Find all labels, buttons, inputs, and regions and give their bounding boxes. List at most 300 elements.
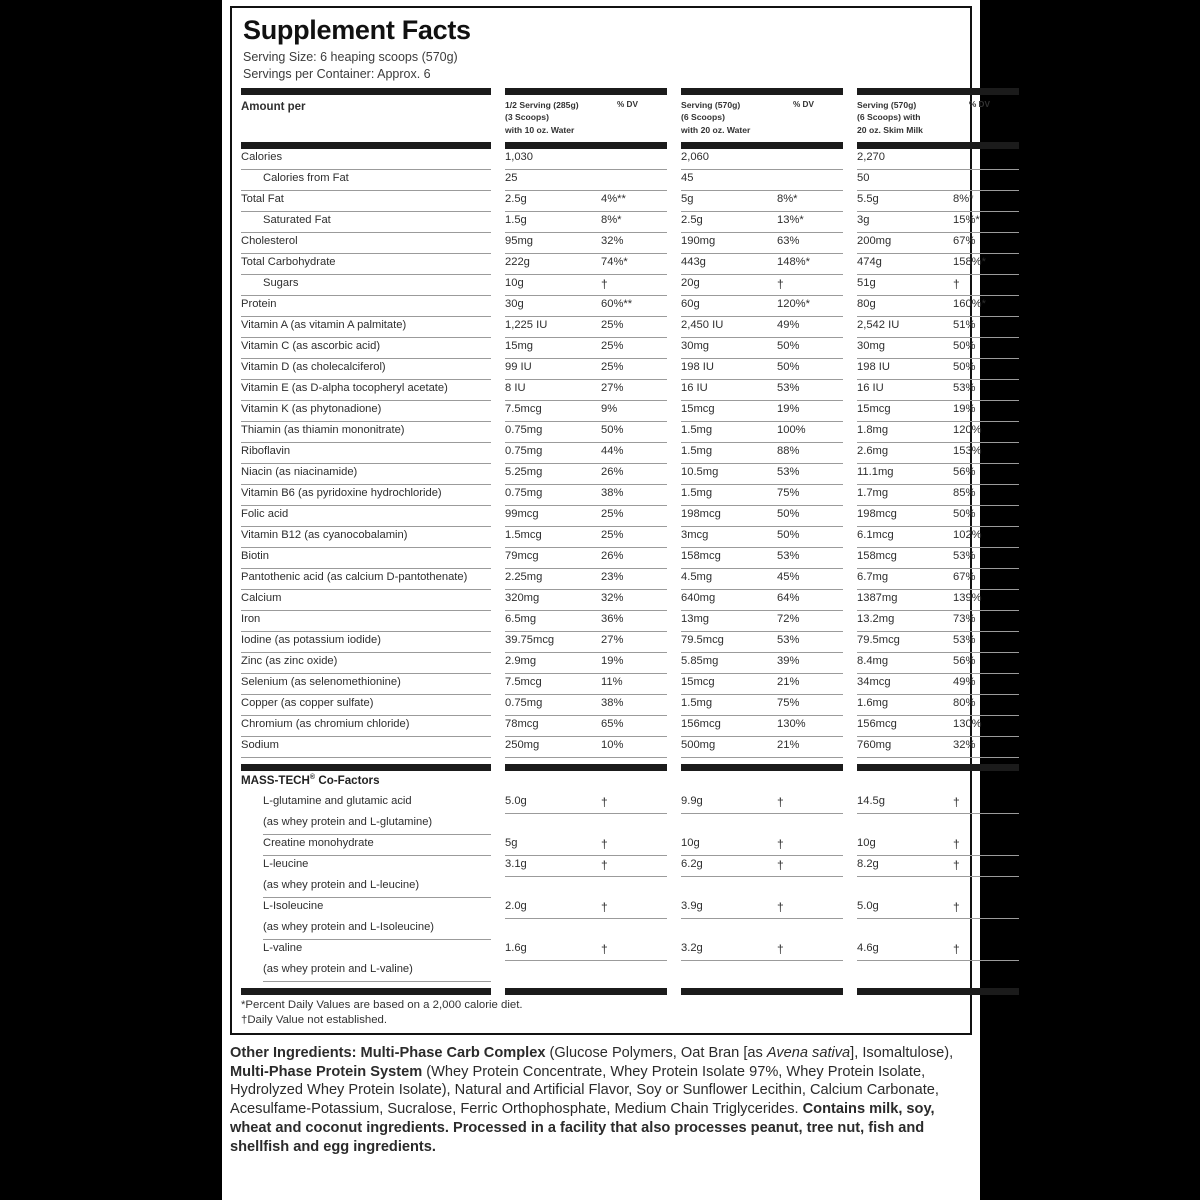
- cofactor-cell: [505, 898, 667, 919]
- nutrient-daily-value: 63%: [777, 234, 800, 247]
- nutrient-cell: [505, 254, 667, 275]
- cofactor-daily-value: †: [601, 899, 608, 914]
- footnote-rule-top: [241, 988, 961, 995]
- table-row: [241, 401, 976, 422]
- nutrient-amount: 474g: [857, 255, 882, 268]
- nutrient-daily-value: 56%: [953, 654, 976, 667]
- nutrient-amount: 20g: [681, 276, 700, 289]
- table-row: [241, 317, 976, 338]
- col2-line2: (6 Scoops): [681, 112, 725, 123]
- nutrient-amount: 5.25mg: [505, 465, 543, 478]
- nutrient-daily-value: 10%: [601, 738, 624, 751]
- table-row: [241, 856, 961, 877]
- cofactor-amount: 3.9g: [681, 899, 703, 912]
- nutrient-daily-value: 53%: [953, 633, 976, 646]
- nutrient-daily-value: 80%: [953, 696, 976, 709]
- cofactor-cell: [681, 856, 843, 877]
- nutrient-daily-value: 25%: [601, 528, 624, 541]
- cofactor-amount: 2.0g: [505, 899, 527, 912]
- nutrient-name: Calories: [241, 149, 491, 170]
- cofactor-daily-value: †: [601, 857, 608, 872]
- cofactor-daily-value: †: [777, 836, 784, 851]
- nutrient-daily-value: 148%*: [777, 255, 810, 268]
- nutrient-cell: [857, 191, 1019, 212]
- nutrient-daily-value: 100%: [777, 423, 806, 436]
- table-row: [241, 898, 961, 919]
- nutrient-amount: 1387mg: [857, 591, 898, 604]
- nutrient-daily-value: 160%*: [953, 297, 986, 310]
- cofactor-amount: 3.2g: [681, 941, 703, 954]
- nutrient-amount: 500mg: [681, 738, 716, 751]
- nutrient-daily-value: 44%: [601, 444, 624, 457]
- nutrient-daily-value: 45%: [777, 570, 800, 583]
- table-row-subtext: [241, 919, 961, 940]
- nutrient-cell: [857, 716, 1019, 737]
- nutrient-amount: 51g: [857, 276, 876, 289]
- nutrient-amount: 1.5mg: [681, 486, 713, 499]
- cofactor-cell: [857, 898, 1019, 919]
- footnotes: [241, 998, 961, 1029]
- cofactor-daily-value: †: [953, 941, 960, 956]
- cofactor-amount: 10g: [857, 836, 876, 849]
- nutrient-cell: [681, 275, 843, 296]
- rule-segment-col3: [857, 988, 1019, 995]
- nutrient-name: Folic acid: [241, 506, 491, 527]
- cofactors-title: [241, 771, 491, 793]
- nutrient-name: Vitamin C (as ascorbic acid): [241, 338, 491, 359]
- rule-gap: [667, 142, 681, 149]
- nutrient-amount: 79mcg: [505, 549, 539, 562]
- cofactor-daily-value: †: [777, 857, 784, 872]
- cofactor-daily-value: †: [953, 836, 960, 851]
- nutrient-cell: [857, 212, 1019, 233]
- nutrient-cell: [505, 527, 667, 548]
- nutrient-amount: 6.7mg: [857, 570, 889, 583]
- nutrient-daily-value: 32%: [953, 738, 976, 751]
- nutrient-amount: 222g: [505, 255, 530, 268]
- column-header-1-serving: [505, 99, 617, 136]
- serving-size-text: Serving Size: 6 heaping scoops (570g): [243, 50, 458, 65]
- table-row: [241, 632, 976, 653]
- nutrient-cell: [857, 611, 1019, 632]
- nutrient-daily-value: 25%: [601, 360, 624, 373]
- nutrient-daily-value: 21%: [777, 675, 800, 688]
- empty-cell: [681, 877, 843, 898]
- rule-segment-col3: [857, 142, 1019, 149]
- footnote-dagger: †Daily Value not established.: [241, 1014, 388, 1027]
- nutrient-cell: [681, 632, 843, 653]
- nutrient-amount: 3mcg: [681, 528, 709, 541]
- cofactor-source-note: (as whey protein and L-glutamine): [241, 814, 491, 835]
- ingredient-segment: Multi-Phase Protein System: [230, 1063, 427, 1080]
- nutrient-daily-value: 158%*: [953, 255, 986, 268]
- cofactor-amount: 3.1g: [505, 857, 527, 870]
- nutrient-amount: 6.5mg: [505, 612, 537, 625]
- nutrient-amount: 158mcg: [857, 549, 897, 562]
- rule-segment-col3: [857, 88, 1019, 95]
- table-row: [241, 940, 961, 961]
- nutrient-amount: 10g: [505, 276, 524, 289]
- ingredient-segment: (Glucose Polymers, Oat Bran [as: [549, 1044, 767, 1061]
- nutrient-amount: 1.5mcg: [505, 528, 542, 541]
- rule-gap: [843, 764, 857, 771]
- table-row: [241, 653, 976, 674]
- rule-gap: [491, 988, 505, 995]
- nutrient-daily-value: [601, 172, 667, 189]
- nutrient-amount: 2.6mg: [857, 444, 889, 457]
- rule-segment-col1: [505, 88, 667, 95]
- nutrient-name: Vitamin A (as vitamin A palmitate): [241, 317, 491, 338]
- nutrient-name: Vitamin B6 (as pyridoxine hydrochloride): [241, 485, 491, 506]
- nutrient-cell: [505, 548, 667, 569]
- cofactor-cell: [857, 793, 1019, 814]
- nutrient-cell: [505, 233, 667, 254]
- nutrient-cell: [857, 359, 1019, 380]
- column-header-3-serving: [857, 99, 969, 136]
- nutrient-daily-value: 53%: [777, 465, 800, 478]
- nutrient-daily-value: †: [601, 276, 608, 291]
- column-header-2-serving: [681, 99, 793, 136]
- nutrient-cell: [681, 212, 843, 233]
- nutrient-amount: 15mcg: [681, 402, 715, 415]
- nutrient-cell: [505, 443, 667, 464]
- nutrient-cell: [505, 485, 667, 506]
- nutrient-cell: [857, 485, 1019, 506]
- nutrient-cell: [681, 401, 843, 422]
- cofactor-amount: 5.0g: [505, 794, 527, 807]
- nutrient-daily-value: 50%: [777, 360, 800, 373]
- rule-gap: [667, 88, 681, 95]
- nutrient-amount: 13.2mg: [857, 612, 895, 625]
- nutrient-amount: 2,542 IU: [857, 318, 900, 331]
- nutrient-name: Vitamin D (as cholecalciferol): [241, 359, 491, 380]
- nutrient-amount: 1.8mg: [857, 423, 889, 436]
- rule-segment-col1: [505, 142, 667, 149]
- nutrient-daily-value: 21%: [777, 738, 800, 751]
- nutrient-cell: [681, 737, 843, 758]
- nutrient-daily-value: 53%: [953, 549, 976, 562]
- table-row: [241, 380, 976, 401]
- column-header-3-dv: % DV: [969, 100, 990, 110]
- nutrient-amount: 4.5mg: [681, 570, 713, 583]
- nutrient-daily-value: 26%: [601, 549, 624, 562]
- nutrient-name: Chromium (as chromium chloride): [241, 716, 491, 737]
- nutrient-amount: 200mg: [857, 234, 892, 247]
- table-row: [241, 443, 982, 464]
- nutrient-daily-value: 50%: [601, 423, 624, 436]
- nutrient-cell: [505, 674, 667, 695]
- nutrient-cell: [505, 422, 667, 443]
- nutrient-daily-value: 26%: [601, 465, 624, 478]
- nutrient-daily-value: 8%*: [777, 192, 798, 205]
- nutrient-name: Calcium: [241, 590, 491, 611]
- nutrient-cell: [505, 380, 667, 401]
- nutrient-amount: 1,225 IU: [505, 318, 548, 331]
- nutrient-daily-value: 25%: [601, 339, 624, 352]
- nutrient-daily-value: 25%: [601, 507, 624, 520]
- table-row: [241, 338, 976, 359]
- other-ingredients-paragraph: [230, 1044, 972, 1158]
- nutrient-daily-value: 51%: [953, 318, 976, 331]
- nutrient-name: Pantothenic acid (as calcium D-pantothenate): [241, 569, 491, 590]
- rule-segment-label: [241, 764, 491, 771]
- rule-segment-label: [241, 142, 491, 149]
- nutrient-cell: [681, 296, 843, 317]
- col3-line3: 20 oz. Skim Milk: [857, 124, 923, 135]
- footnote-percent-dv: *Percent Daily Values are based on a 2,000 calorie diet.: [241, 998, 523, 1011]
- col1-line2: (3 Scoops): [505, 112, 549, 123]
- cofactor-source-note: (as whey protein and L-Isoleucine): [241, 919, 491, 940]
- nutrient-daily-value: 65%: [601, 717, 624, 730]
- nutrient-cell: [857, 548, 1019, 569]
- cofactor-amount: 10g: [681, 836, 700, 849]
- table-row: [241, 674, 976, 695]
- table-row: [241, 835, 961, 856]
- cofactor-daily-value: †: [953, 794, 960, 809]
- nutrient-daily-value: 88%: [777, 444, 800, 457]
- nutrient-cell: [857, 695, 1019, 716]
- cofactor-amount: 8.2g: [857, 857, 879, 870]
- nutrient-amount: 2.5g: [505, 192, 527, 205]
- nutrient-amount: 0.75mg: [505, 486, 543, 499]
- table-row-subtext: [241, 961, 961, 982]
- nutrient-amount: 760mg: [857, 738, 892, 751]
- table-row: [241, 149, 961, 170]
- nutrient-name: Selenium (as selenomethionine): [241, 674, 491, 695]
- nutrient-daily-value: 153%: [953, 444, 982, 457]
- nutrient-amount: 34mcg: [857, 675, 891, 688]
- nutrient-cell: [857, 422, 1019, 443]
- nutrient-daily-value: 60%**: [601, 297, 633, 310]
- nutrient-cell: [681, 653, 843, 674]
- nutrient-cell: [681, 506, 843, 527]
- nutrient-amount: 2.9mg: [505, 654, 537, 667]
- cofactor-daily-value: †: [777, 941, 784, 956]
- nutrient-name: Vitamin K (as phytonadione): [241, 401, 491, 422]
- registered-trademark-icon: ®: [309, 773, 316, 781]
- nutrient-amount: 190mg: [681, 234, 716, 247]
- nutrient-amount: 99mcg: [505, 507, 539, 520]
- nutrient-daily-value: [601, 151, 667, 168]
- column-header-1-dv: % DV: [617, 100, 638, 110]
- supplement-facts-box: [230, 6, 990, 1035]
- nutrient-amount: 5.85mg: [681, 654, 719, 667]
- rule-segment-col1: [505, 988, 667, 995]
- ingredient-segment: Avena sativa: [766, 1044, 851, 1061]
- column-header-1: [505, 99, 667, 136]
- nutrient-cell: [857, 380, 1019, 401]
- nutrient-cell: [681, 716, 843, 737]
- nutrient-name: Sugars: [241, 275, 491, 296]
- nutrient-daily-value: [777, 151, 843, 168]
- table-row: [241, 527, 982, 548]
- nutrient-amount: 2.25mg: [505, 570, 543, 583]
- cofactors-title-post: Co-Factors: [315, 773, 380, 787]
- nutrient-amount: 640mg: [681, 591, 716, 604]
- cofactor-amount: 5g: [505, 836, 518, 849]
- cofactor-name: Creatine monohydrate: [241, 835, 491, 856]
- nutrient-cell: [681, 170, 843, 191]
- nutrient-table: [241, 149, 986, 758]
- nutrient-cell: [681, 338, 843, 359]
- nutrient-daily-value: 130%: [953, 717, 982, 730]
- nutrient-cell: [505, 569, 667, 590]
- nutrient-daily-value: 15%*: [953, 213, 980, 226]
- table-row: [241, 212, 980, 233]
- cofactor-name: L-Isoleucine: [263, 899, 324, 912]
- nutrient-daily-value: 139%: [953, 591, 982, 604]
- rule-segment-col1: [505, 764, 667, 771]
- nutrient-cell: [505, 149, 667, 170]
- cofactor-cell: [857, 856, 1019, 877]
- nutrient-cell: [505, 653, 667, 674]
- nutrient-name: Niacin (as niacinamide): [241, 464, 491, 485]
- nutrient-cell: [505, 632, 667, 653]
- nutrient-daily-value: 19%: [601, 654, 624, 667]
- nutrient-amount: 7.5mcg: [505, 402, 542, 415]
- nutrient-name: Vitamin B12 (as cyanocobalamin): [241, 527, 491, 548]
- nutrient-daily-value: [777, 172, 843, 189]
- nutrient-daily-value: 8%*: [953, 192, 974, 205]
- nutrient-amount: 0.75mg: [505, 423, 543, 436]
- nutrient-name: Vitamin E (as D-alpha tocopheryl acetate): [241, 380, 491, 401]
- rule-segment-label: [241, 88, 491, 95]
- nutrient-daily-value: [953, 172, 1019, 189]
- empty-cell: [681, 961, 843, 982]
- nutrient-amount: 5.5g: [857, 192, 879, 205]
- table-row-subtext: [241, 814, 961, 835]
- nutrient-daily-value: 75%: [777, 486, 800, 499]
- nutrient-daily-value: 27%: [601, 633, 624, 646]
- cofactor-daily-value: †: [601, 836, 608, 851]
- nutrient-cell: [857, 464, 1019, 485]
- nutrient-cell: [505, 737, 667, 758]
- empty-cell: [505, 877, 667, 898]
- table-row: [241, 611, 976, 632]
- nutrient-amount: 30mg: [681, 339, 709, 352]
- cofactor-cell: [857, 940, 1019, 961]
- cofactor-cell: [505, 856, 667, 877]
- cofactor-amount: 6.2g: [681, 857, 703, 870]
- cofactor-cell: [681, 793, 843, 814]
- page-title: Supplement Facts: [243, 15, 471, 45]
- nutrient-cell: [681, 485, 843, 506]
- cofactors-table: [241, 793, 961, 982]
- nutrient-cell: [681, 569, 843, 590]
- nutrient-cell: [681, 149, 843, 170]
- rule-segment-col2: [681, 988, 843, 995]
- nutrient-cell: [681, 590, 843, 611]
- nutrient-daily-value: 50%: [953, 360, 976, 373]
- nutrient-amount: 1.5mg: [681, 444, 713, 457]
- table-row: [241, 793, 961, 814]
- cofactor-amount: 9.9g: [681, 794, 703, 807]
- nutrient-cell: [857, 275, 1019, 296]
- nutrient-cell: [857, 527, 1019, 548]
- nutrient-daily-value: 32%: [601, 234, 624, 247]
- nutrient-cell: [505, 506, 667, 527]
- nutrient-amount: 5g: [681, 192, 694, 205]
- nutrient-amount: 80g: [857, 297, 876, 310]
- other-ingredients-heading: Other Ingredients:: [230, 1044, 357, 1061]
- nutrient-amount: 25: [505, 171, 518, 184]
- nutrient-cell: [505, 191, 667, 212]
- nutrient-cell: [857, 737, 1019, 758]
- nutrient-amount: 2,450 IU: [681, 318, 724, 331]
- nutrient-daily-value: †: [777, 276, 784, 291]
- cofactor-daily-value: †: [953, 899, 960, 914]
- nutrient-amount: 1.7mg: [857, 486, 889, 499]
- empty-cell: [505, 814, 667, 835]
- nutrient-daily-value: 73%: [953, 612, 976, 625]
- empty-cell: [857, 814, 1019, 835]
- nutrient-amount: 60g: [681, 297, 700, 310]
- nutrient-amount: 443g: [681, 255, 706, 268]
- rule-gap: [667, 988, 681, 995]
- nutrient-cell: [681, 527, 843, 548]
- cofactor-cell: [681, 940, 843, 961]
- nutrient-cell: [681, 191, 843, 212]
- ingredient-segment: (Whey Protein Concentrate, Whey Protein Isolate 97%, Whey Protein Isolate, Hydrolyzed Whey Protein Isolate), Natural and Artificial Flavor, Soy or Sunflower Lecithin, Calcium Carbonate, Acesulfame-Potassium, Sucralose, Ferric Orthophosphate, Medium Chain Triglycerides.: [230, 1063, 939, 1118]
- nutrient-daily-value: 32%: [601, 591, 624, 604]
- nutrient-cell: [681, 359, 843, 380]
- nutrient-daily-value: 102%: [953, 528, 982, 541]
- nutrient-name: Thiamin (as thiamin mononitrate): [241, 422, 491, 443]
- column-header-2-dv: % DV: [793, 100, 814, 110]
- col1-line3: with 10 oz. Water: [505, 124, 575, 135]
- nutrient-amount: 79.5mcg: [857, 633, 900, 646]
- nutrient-daily-value: 4%**: [601, 192, 626, 205]
- nutrient-name: Iron: [241, 611, 491, 632]
- nutrient-cell: [857, 254, 1019, 275]
- rule-gap: [491, 142, 505, 149]
- nutrient-amount: 320mg: [505, 591, 540, 604]
- nutrient-daily-value: 53%: [777, 381, 800, 394]
- nutrient-amount: 6.1mcg: [857, 528, 894, 541]
- nutrient-cell: [857, 338, 1019, 359]
- nutrient-cell: [857, 170, 1019, 191]
- nutrient-amount: 16 IU: [681, 381, 708, 394]
- nutrient-amount: 158mcg: [681, 549, 721, 562]
- nutrient-daily-value: 53%: [777, 633, 800, 646]
- nutrient-cell: [857, 317, 1019, 338]
- rule-segment-col2: [681, 88, 843, 95]
- column-headers: [241, 99, 990, 136]
- col3-line1: Serving (570g): [857, 100, 917, 111]
- nutrient-cell: [681, 317, 843, 338]
- ingredient-segment: Contains milk, soy, wheat and coconut ingredients. Processed in a facility that also processes peanut, tree nut, fish and shellfish and egg ingredients.: [230, 1101, 935, 1156]
- nutrient-amount: 2,270: [857, 150, 885, 163]
- nutrient-cell: [681, 422, 843, 443]
- nutrient-cell: [505, 275, 667, 296]
- cofactor-cell: [505, 940, 667, 961]
- rule-segment-col2: [681, 764, 843, 771]
- nutrient-amount: 16 IU: [857, 381, 884, 394]
- nutrient-amount: 13mg: [681, 612, 709, 625]
- nutrient-cell: [857, 506, 1019, 527]
- table-row: [241, 359, 976, 380]
- ingredient-segment: ], Isomaltulose),: [850, 1044, 954, 1061]
- nutrient-name: Cholesterol: [241, 233, 491, 254]
- table-row: [241, 506, 976, 527]
- nutrient-amount: 8 IU: [505, 381, 526, 394]
- cofactor-daily-value: †: [777, 794, 784, 809]
- table-row: [241, 695, 976, 716]
- empty-cell: [857, 919, 1019, 940]
- nutrient-amount: 45: [681, 171, 694, 184]
- nutrient-daily-value: 25%: [601, 318, 624, 331]
- cofactor-source-note: (as whey protein and L-valine): [241, 961, 491, 982]
